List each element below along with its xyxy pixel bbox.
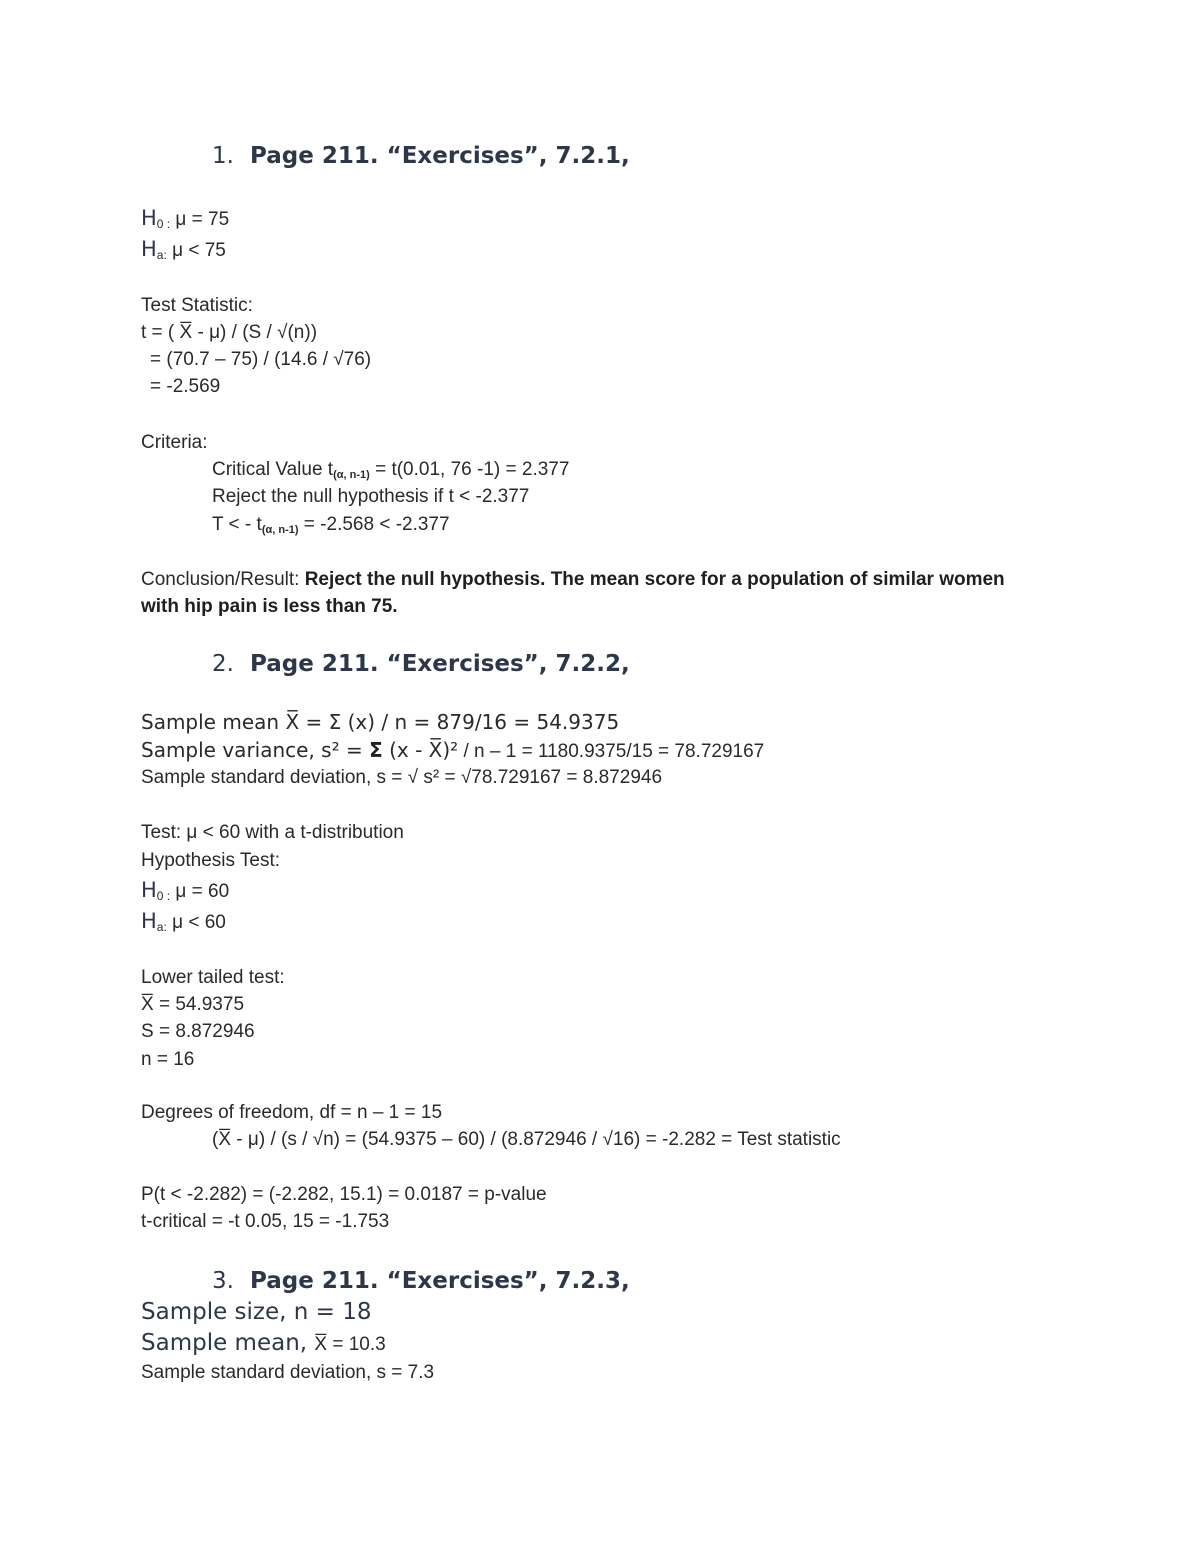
ex2-sample-sd: Sample standard deviation, s = √ s² = √78.729167 = 8.872946 xyxy=(141,767,663,788)
ex3-sample-mean: Sample mean, X̅ = 10.3 xyxy=(141,1330,386,1356)
ex1-reject-rule: Reject the null hypothesis if t < -2.377 xyxy=(212,486,530,507)
ex1-t-substitution: = (70.7 – 75) / (14.6 / √76) xyxy=(150,349,372,370)
exercise-3-title: Page 211. “Exercises”, 7.2.3, xyxy=(250,1268,630,1294)
ex1-test-statistic-label: Test Statistic: xyxy=(141,295,253,316)
ex1-comparison: T < - t(α, n-1) = -2.568 < -2.377 xyxy=(212,514,450,536)
ex1-t-formula: t = ( X̅ - μ) / (S / √(n)) xyxy=(141,322,318,343)
ex2-s-value: S = 8.872946 xyxy=(141,1021,255,1042)
ex2-t-critical: t-critical = -t 0.05, 15 = -1.753 xyxy=(141,1211,390,1232)
ex2-sample-variance: Sample variance, s² = Σ (x - X̅)² / n – 1 = 1180.9375/15 = 78.729167 xyxy=(141,738,765,762)
exercise-1-title: Page 211. “Exercises”, 7.2.1, xyxy=(250,143,630,169)
ex1-alt-hypothesis: $H_{a:}$ μ < 75 xyxy=(141,237,226,262)
ex2-lower-tailed: Lower tailed test: xyxy=(141,967,285,988)
ex1-conclusion: Conclusion/Result: Reject the null hypothesis. The mean score for a population of similar women with hip pain is less than 75. xyxy=(141,569,1005,617)
ex1-criteria-label: Criteria: xyxy=(141,432,208,453)
exercise-3-heading xyxy=(212,1267,630,1295)
ex2-sample-mean: Sample mean X̅ = Σ (x) / n = 879/16 = 54.9375 xyxy=(141,710,620,734)
ex3-sample-size: Sample size, n = 18 xyxy=(141,1299,372,1325)
exercise-2-number: 2. xyxy=(212,651,234,677)
exercise-2-heading xyxy=(212,650,630,678)
ex2-null-hypothesis: $H_{0 :}$ μ = 60 xyxy=(141,878,230,903)
ex1-null-hypothesis: $H_{0 :}$ μ = 75 xyxy=(141,206,230,231)
exercise-1-number: 1. xyxy=(212,143,234,169)
ex2-p-value: P(t < -2.282) = (-2.282, 15.1) = 0.0187 = p-value xyxy=(141,1184,547,1205)
ex2-test-statistic: (X̅ - μ) / (s / √n) = (54.9375 – 60) / (8.872946 / √16) = -2.282 = Test statistic xyxy=(212,1129,841,1150)
exercise-1-heading xyxy=(212,142,630,170)
ex2-test: Test: μ < 60 with a t-distribution xyxy=(141,822,404,843)
ex1-t-result: = -2.569 xyxy=(150,376,221,397)
ex2-degrees-of-freedom: Degrees of freedom, df = n – 1 = 15 xyxy=(141,1102,443,1123)
ex3-sample-sd: Sample standard deviation, s = 7.3 xyxy=(141,1362,435,1383)
ex2-alt-hypothesis: $H_{a:}$ μ < 60 xyxy=(141,909,226,934)
ex2-n-value: n = 16 xyxy=(141,1049,195,1070)
exercise-3-number: 3. xyxy=(212,1268,234,1294)
ex1-critical-value: Critical Value t(α, n-1) = t(0.01, 76 -1) = 2.377 xyxy=(212,459,570,481)
ex2-xbar: X̅ = 54.9375 xyxy=(141,994,245,1015)
ex2-hypothesis-label: Hypothesis Test: xyxy=(141,850,281,871)
exercise-2-title: Page 211. “Exercises”, 7.2.2, xyxy=(250,651,630,677)
